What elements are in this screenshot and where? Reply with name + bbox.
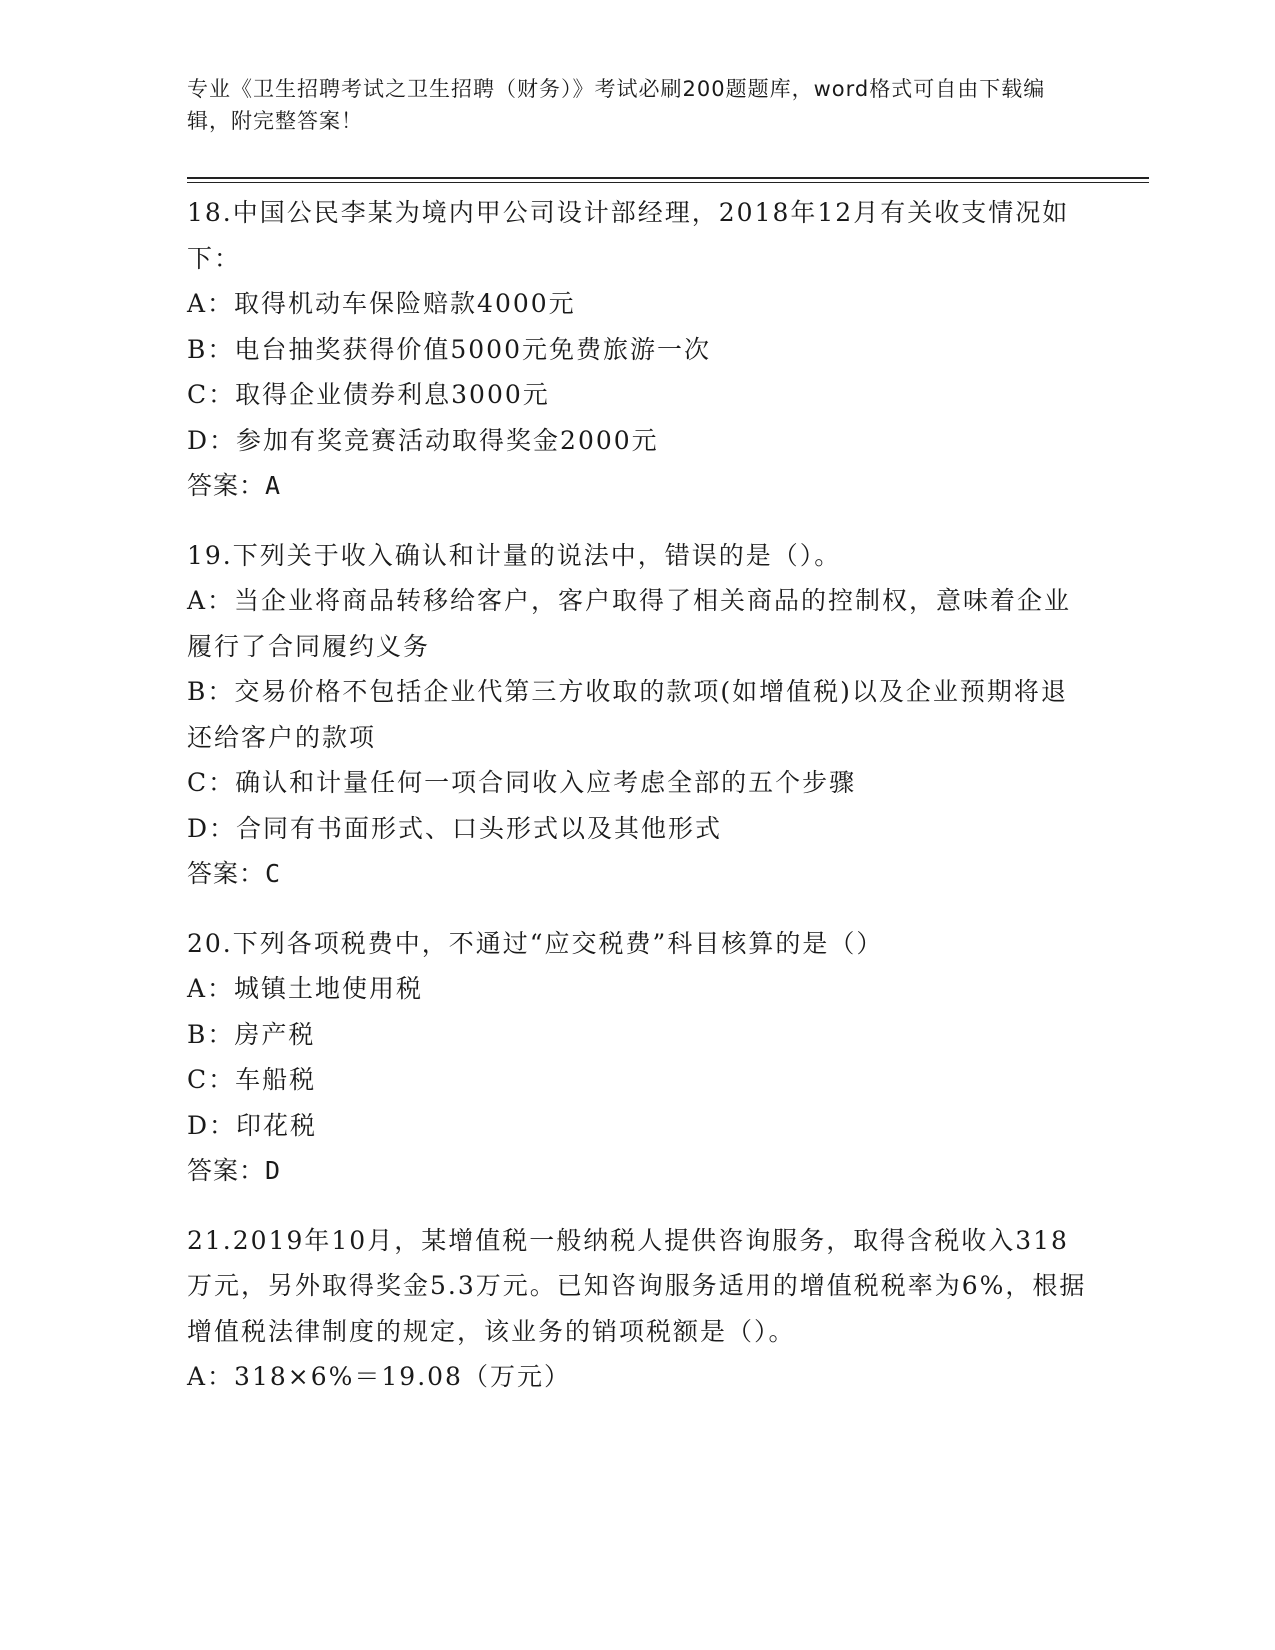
option-a: A：318×6%＝19.08（万元） (187, 1362, 571, 1391)
question-item (187, 921, 1087, 1194)
answer-line (187, 851, 1087, 897)
answer-value: C (265, 859, 282, 888)
option-c: C：车船税 (187, 1065, 317, 1094)
answer-label: 答案： (187, 859, 266, 888)
question-stem: 18.中国公民李某为境内甲公司设计部经理，2018年12月有关收支情况如下： (187, 198, 1070, 273)
answer-label: 答案： (187, 1156, 266, 1185)
header-note: 专业《卫生招聘考试之卫生招聘（财务）》考试必刷200题题库，word格式可自由下载编辑，附完整答案！ (187, 77, 1046, 133)
answer-label: 答案： (187, 471, 266, 500)
option-b: B：交易价格不包括企业代第三方收取的款项(如增值税)以及企业预期将退还给客户的款项 (187, 677, 1068, 752)
question-item (187, 1218, 1087, 1400)
option-a: A：城镇土地使用税 (187, 974, 424, 1003)
option-b: B：电台抽奖获得价值5000元免费旅游一次 (187, 334, 711, 364)
answer-value: A (265, 471, 282, 500)
answer-line (187, 1148, 1087, 1194)
question-stem: 20.下列各项税费中，不通过“应交税费”科目核算的是（） (187, 928, 884, 958)
question-item (187, 190, 1087, 509)
option-d: D：印花税 (187, 1110, 318, 1140)
header-divider-thin (187, 182, 1149, 183)
header-divider (187, 177, 1149, 179)
option-d: D：参加有奖竞赛活动取得奖金2000元 (187, 425, 659, 455)
question-item (187, 533, 1087, 897)
option-a: A：取得机动车保险赔款4000元 (187, 289, 576, 318)
answer-value: D (265, 1156, 282, 1185)
answer-line (187, 463, 1087, 509)
option-d: D：合同有书面形式、口头形式以及其他形式 (187, 813, 723, 843)
option-b: B：房产税 (187, 1019, 316, 1049)
option-a: A：当企业将商品转移给客户，客户取得了相关商品的控制权，意味着企业履行了合同履约义务 (187, 586, 1072, 661)
question-list (187, 190, 1087, 1424)
question-stem: 19.下列关于收入确认和计量的说法中，错误的是（）。 (187, 540, 842, 570)
question-stem: 21.2019年10月，某增值税一般纳税人提供咨询服务，取得含税收入318万元，另外取得奖金5.3万元。已知咨询服务适用的增值税税率为6%，根据增值税法律制度的规定，该业务的销项税额是（）。 (187, 1225, 1087, 1346)
option-c: C：确认和计量任何一项合同收入应考虑全部的五个步骤 (187, 768, 857, 797)
option-c: C：取得企业债券利息3000元 (187, 380, 550, 409)
